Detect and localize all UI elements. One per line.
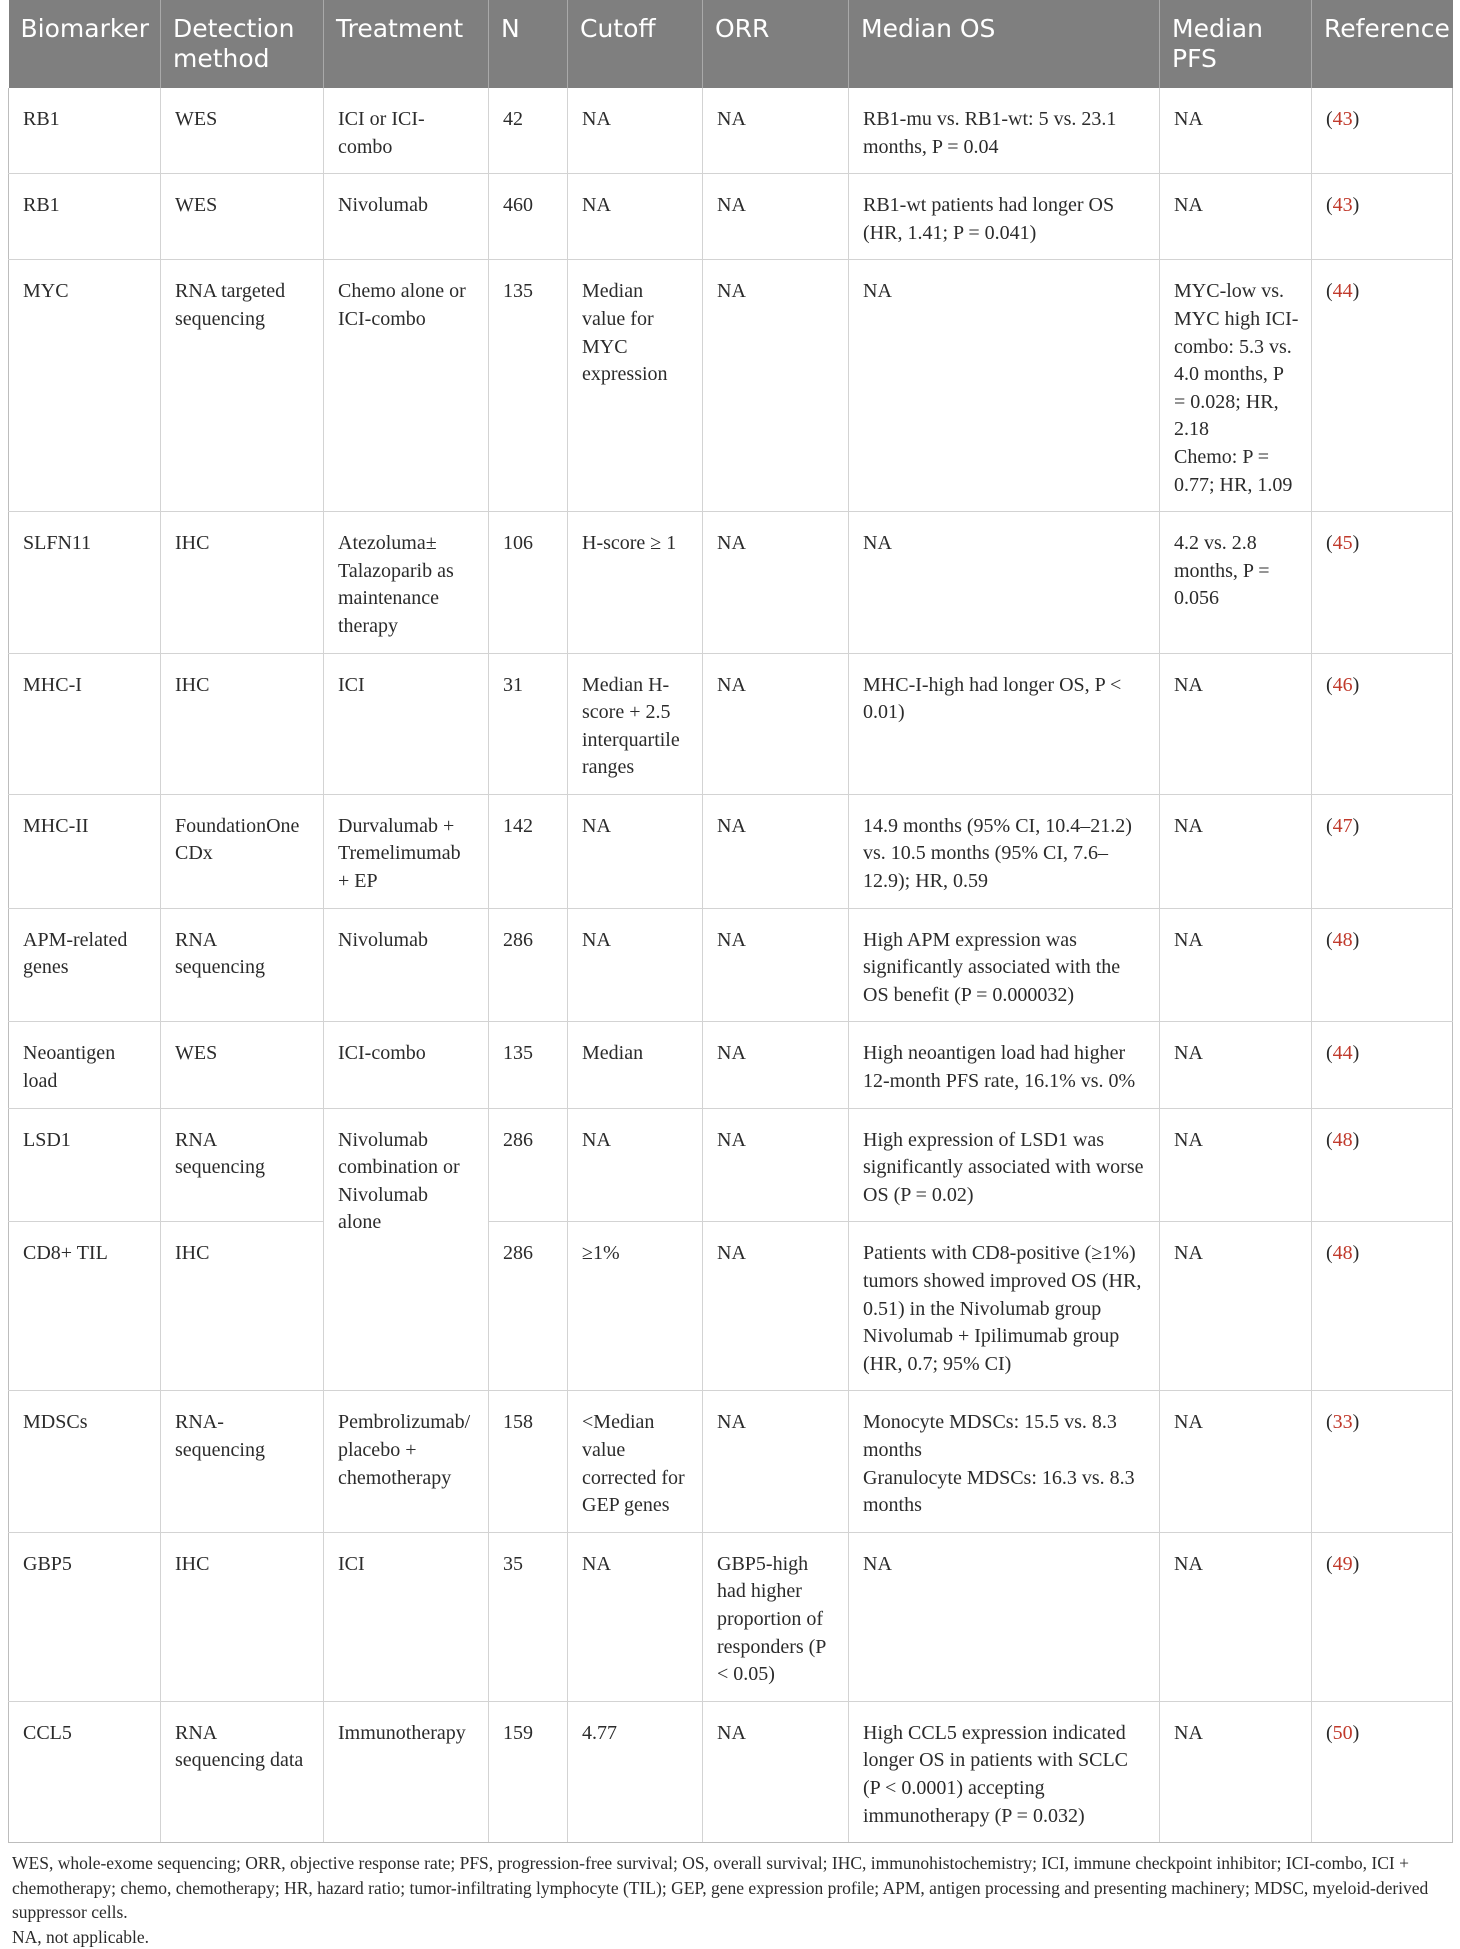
median-pfs-cell-line: NA [1174, 1128, 1203, 1151]
reference-open-paren: ( [1326, 1042, 1333, 1065]
reference-open-paren: ( [1326, 1552, 1333, 1575]
reference-open-paren: ( [1326, 673, 1333, 696]
reference-close-paren: ) [1352, 1721, 1360, 1744]
treatment-cell: Nivolumab [324, 174, 489, 260]
detection-method-cell: IHC [161, 653, 324, 794]
median-os-cell-line: High CCL5 expression indicated longer OS in patients with SCLC (P < 0.0001) accepting immunotherapy (P = 0.032) [863, 1721, 1128, 1827]
header-cutoff: Cutoff [568, 0, 703, 88]
header-orr: ORR [703, 0, 849, 88]
biomarker-cell: SLFN11 [9, 512, 161, 653]
median-os-cell-line: Monocyte MDSCs: 15.5 vs. 8.3 months [863, 1411, 1117, 1461]
median-pfs-cell [1160, 174, 1312, 260]
detection-method-cell: RNA sequencing [161, 908, 324, 1022]
median-os-cell [849, 1108, 1160, 1222]
biomarker-table [8, 0, 1453, 1843]
cutoff-cell: Median [568, 1022, 703, 1108]
cutoff-cell: NA [568, 908, 703, 1022]
median-os-cell [849, 653, 1160, 794]
table-row [9, 88, 1453, 174]
reference-cell [1312, 1701, 1453, 1842]
median-pfs-cell-line: NA [1174, 673, 1203, 696]
median-pfs-cell-line: NA [1174, 1721, 1203, 1744]
treatment-cell: Chemo alone or ICI-combo [324, 260, 489, 512]
orr-cell: NA [703, 908, 849, 1022]
median-os-cell [849, 1701, 1160, 1842]
treatment-cell: Immunotherapy [324, 1701, 489, 1842]
biomarker-cell: RB1 [9, 88, 161, 174]
reference-open-paren: ( [1326, 194, 1333, 217]
reference-close-paren: ) [1352, 928, 1360, 951]
biomarker-cell: RB1 [9, 174, 161, 260]
treatment-cell: Atezoluma± Talazoparib as maintenance therapy [324, 512, 489, 653]
reference-close-paren: ) [1352, 280, 1360, 303]
reference-cell [1312, 794, 1453, 908]
median-pfs-cell-line: 4.2 vs. 2.8 months, P = 0.056 [1174, 532, 1270, 610]
n-cell: 35 [489, 1532, 568, 1701]
median-pfs-cell [1160, 1532, 1312, 1701]
median-pfs-cell-line: NA [1174, 928, 1203, 951]
median-os-cell-line: NA [863, 532, 892, 555]
detection-method-cell: IHC [161, 512, 324, 653]
detection-method-cell: IHC [161, 1222, 324, 1391]
table-row [9, 1701, 1453, 1842]
orr-cell: GBP5-high had higher proportion of responders (P < 0.05) [703, 1532, 849, 1701]
median-pfs-cell [1160, 908, 1312, 1022]
orr-cell: NA [703, 653, 849, 794]
treatment-cell: ICI [324, 653, 489, 794]
biomarker-cell: MYC [9, 260, 161, 512]
median-os-cell [849, 88, 1160, 174]
table-row [9, 1108, 1453, 1222]
reference-link[interactable]: 47 [1332, 814, 1353, 837]
detection-method-cell: WES [161, 88, 324, 174]
table-row [9, 1391, 1453, 1532]
table-row [9, 794, 1453, 908]
reference-link[interactable]: 46 [1332, 673, 1353, 696]
cutoff-cell: NA [568, 88, 703, 174]
reference-close-paren: ) [1352, 673, 1360, 696]
n-cell: 286 [489, 1222, 568, 1391]
median-pfs-cell [1160, 88, 1312, 174]
n-cell: 31 [489, 653, 568, 794]
n-cell: 286 [489, 908, 568, 1022]
biomarker-cell: APM-related genes [9, 908, 161, 1022]
reference-link[interactable]: 43 [1332, 108, 1353, 130]
median-os-cell [849, 512, 1160, 653]
reference-close-paren: ) [1352, 814, 1360, 837]
median-os-cell [849, 1532, 1160, 1701]
biomarker-cell: CCL5 [9, 1701, 161, 1842]
treatment-cell: ICI [324, 1532, 489, 1701]
orr-cell: NA [703, 1701, 849, 1842]
biomarker-cell: LSD1 [9, 1108, 161, 1222]
reference-cell [1312, 1222, 1453, 1391]
median-pfs-cell-line: NA [1174, 194, 1203, 217]
orr-cell: NA [703, 1108, 849, 1222]
reference-cell [1312, 88, 1453, 174]
orr-cell: NA [703, 174, 849, 260]
biomarker-cell: MHC-II [9, 794, 161, 908]
reference-link[interactable]: 44 [1332, 280, 1353, 303]
median-os-cell [849, 1222, 1160, 1391]
reference-cell [1312, 512, 1453, 653]
reference-open-paren: ( [1326, 814, 1333, 837]
cutoff-cell: NA [568, 794, 703, 908]
cutoff-cell: Median value for MYC expression [568, 260, 703, 512]
table-row [9, 1532, 1453, 1701]
reference-close-paren: ) [1352, 108, 1360, 130]
treatment-cell: Pembrolizumab/ placebo + chemotherapy [324, 1391, 489, 1532]
cutoff-cell: 4.77 [568, 1701, 703, 1842]
median-pfs-cell-line: NA [1174, 108, 1203, 130]
median-os-cell [849, 1391, 1160, 1532]
detection-method-cell: WES [161, 174, 324, 260]
reference-open-paren: ( [1326, 280, 1333, 303]
median-pfs-cell [1160, 1222, 1312, 1391]
median-pfs-cell-line: NA [1174, 1242, 1203, 1265]
detection-method-cell: FoundationOne CDx [161, 794, 324, 908]
reference-link[interactable]: 48 [1332, 928, 1353, 951]
n-cell: 42 [489, 88, 568, 174]
detection-method-cell: WES [161, 1022, 324, 1108]
reference-close-paren: ) [1352, 1242, 1360, 1265]
header-row [9, 0, 1453, 88]
detection-method-cell: RNA sequencing [161, 1108, 324, 1222]
biomarker-cell: MHC-I [9, 653, 161, 794]
reference-link[interactable]: 50 [1332, 1721, 1353, 1744]
detection-method-cell: RNA sequencing data [161, 1701, 324, 1842]
reference-close-paren: ) [1352, 1411, 1360, 1434]
cutoff-cell: NA [568, 174, 703, 260]
cutoff-cell: NA [568, 1532, 703, 1701]
table-footnote [8, 1843, 1452, 1949]
reference-link[interactable]: 49 [1332, 1552, 1353, 1575]
median-pfs-cell [1160, 1108, 1312, 1222]
header-median-os: Median OS [849, 0, 1160, 88]
biomarker-cell: GBP5 [9, 1532, 161, 1701]
median-os-cell-line: Patients with CD8-positive (≥1%) tumors showed improved OS (HR, 0.51) in the Nivolumab group [863, 1242, 1142, 1320]
median-pfs-cell-line: MYC-low vs. MYC high ICI-combo: 5.3 vs. 4.0 months, P = 0.028; HR, 2.18 [1174, 280, 1299, 441]
reference-open-paren: ( [1326, 928, 1333, 951]
median-pfs-cell [1160, 1391, 1312, 1532]
median-pfs-cell-line: NA [1174, 1552, 1203, 1575]
table-row [9, 174, 1453, 260]
reference-close-paren: ) [1352, 1042, 1360, 1065]
treatment-cell: Nivolumab combination or Nivolumab alone [324, 1108, 489, 1391]
median-os-cell [849, 794, 1160, 908]
median-os-cell-line: Granulocyte MDSCs: 16.3 vs. 8.3 months [863, 1466, 1135, 1517]
median-pfs-cell-line: NA [1174, 1411, 1203, 1434]
reference-cell [1312, 1532, 1453, 1701]
reference-cell [1312, 174, 1453, 260]
biomarker-cell: MDSCs [9, 1391, 161, 1532]
reference-cell [1312, 908, 1453, 1022]
median-os-cell [849, 908, 1160, 1022]
reference-link[interactable]: 33 [1332, 1411, 1353, 1434]
median-pfs-cell [1160, 794, 1312, 908]
cutoff-cell: <Median value corrected for GEP genes [568, 1391, 703, 1532]
reference-link[interactable]: 48 [1332, 1242, 1353, 1265]
median-os-cell [849, 260, 1160, 512]
median-os-cell-line: RB1-wt patients had longer OS (HR, 1.41; P = 0.041) [863, 194, 1115, 244]
reference-close-paren: ) [1352, 1128, 1360, 1151]
treatment-cell: ICI or ICI-combo [324, 88, 489, 174]
n-cell: 158 [489, 1391, 568, 1532]
median-pfs-cell-line: Chemo: P = 0.77; HR, 1.09 [1174, 445, 1293, 496]
reference-link[interactable]: 48 [1332, 1128, 1353, 1151]
reference-cell [1312, 260, 1453, 512]
header-detection-method: Detection method [161, 0, 324, 88]
cutoff-cell: H-score ≥ 1 [568, 512, 703, 653]
n-cell: 135 [489, 1022, 568, 1108]
table-row [9, 1022, 1453, 1108]
reference-close-paren: ) [1352, 194, 1360, 217]
reference-link[interactable]: 44 [1332, 1042, 1353, 1065]
footnote-na: NA, not applicable. [12, 1926, 150, 1947]
cutoff-cell: NA [568, 1108, 703, 1222]
reference-cell [1312, 653, 1453, 794]
orr-cell: NA [703, 260, 849, 512]
reference-link[interactable]: 45 [1332, 532, 1353, 555]
n-cell: 142 [489, 794, 568, 908]
n-cell: 135 [489, 260, 568, 512]
biomarker-cell: Neoantigen load [9, 1022, 161, 1108]
header-median-pfs: Median PFS [1160, 0, 1312, 88]
header-reference: Reference [1312, 0, 1453, 88]
orr-cell: NA [703, 1022, 849, 1108]
median-pfs-cell-line: NA [1174, 1042, 1203, 1065]
n-cell: 460 [489, 174, 568, 260]
n-cell: 106 [489, 512, 568, 653]
reference-cell [1312, 1022, 1453, 1108]
header-n: N [489, 0, 568, 88]
table-container [8, 0, 1452, 1949]
reference-open-paren: ( [1326, 1128, 1333, 1151]
median-os-cell-line: High neoantigen load had higher 12-month PFS rate, 16.1% vs. 0% [863, 1042, 1136, 1093]
median-pfs-cell [1160, 1701, 1312, 1842]
treatment-cell: Durvalumab + Tremelimumab + EP [324, 794, 489, 908]
reference-close-paren: ) [1352, 1552, 1360, 1575]
reference-open-paren: ( [1326, 108, 1333, 130]
treatment-cell: ICI-combo [324, 1022, 489, 1108]
n-cell: 286 [489, 1108, 568, 1222]
median-pfs-cell-line: NA [1174, 814, 1203, 837]
n-cell: 159 [489, 1701, 568, 1842]
reference-cell [1312, 1391, 1453, 1532]
orr-cell: NA [703, 1391, 849, 1532]
orr-cell: NA [703, 512, 849, 653]
median-os-cell-line: 14.9 months (95% CI, 10.4–21.2) vs. 10.5 months (95% CI, 7.6–12.9); HR, 0.59 [863, 814, 1132, 893]
reference-open-paren: ( [1326, 1721, 1333, 1744]
table-row [9, 908, 1453, 1022]
reference-open-paren: ( [1326, 532, 1333, 555]
table-row [9, 512, 1453, 653]
orr-cell: NA [703, 794, 849, 908]
cutoff-cell: Median H-score + 2.5 interquartile ranges [568, 653, 703, 794]
reference-link[interactable]: 43 [1332, 194, 1353, 217]
median-os-cell-line: High APM expression was significantly associated with the OS benefit (P = 0.000032) [863, 928, 1121, 1006]
median-os-cell-line: NA [863, 280, 892, 303]
median-os-cell [849, 174, 1160, 260]
median-pfs-cell [1160, 512, 1312, 653]
table-row [9, 653, 1453, 794]
reference-cell [1312, 1108, 1453, 1222]
median-os-cell-line: High expression of LSD1 was significantly associated with worse OS (P = 0.02) [863, 1128, 1144, 1206]
orr-cell: NA [703, 1222, 849, 1391]
footnote-abbreviations: WES, whole-exome sequencing; ORR, objective response rate; PFS, progression-free survival; OS, overall survival; IHC, immunohistochemistry; ICI, immune checkpoint inhibitor; ICI-combo, ICI + chemotherapy; chemo, chemotherapy; HR, hazard ratio; tumor-infiltrating lymphocyte (TIL); GEP, gene expression profile; APM, antigen processing and presenting machinery; MDSC, myeloid-derived suppressor cells. [12, 1853, 1429, 1923]
header-treatment: Treatment [324, 0, 489, 88]
median-pfs-cell [1160, 260, 1312, 512]
table-row [9, 260, 1453, 512]
median-pfs-cell [1160, 1022, 1312, 1108]
detection-method-cell: RNA targeted sequencing [161, 260, 324, 512]
header-biomarker: Biomarker [9, 0, 161, 88]
median-os-cell-line: NA [863, 1552, 892, 1575]
orr-cell: NA [703, 88, 849, 174]
detection-method-cell: IHC [161, 1532, 324, 1701]
reference-open-paren: ( [1326, 1242, 1333, 1265]
median-os-cell-line: Nivolumab + Ipilimumab group (HR, 0.7; 95% CI) [863, 1325, 1120, 1375]
detection-method-cell: RNA-sequencing [161, 1391, 324, 1532]
median-pfs-cell [1160, 653, 1312, 794]
biomarker-cell: CD8+ TIL [9, 1222, 161, 1391]
reference-open-paren: ( [1326, 1411, 1333, 1434]
table-row [9, 1222, 1453, 1391]
cutoff-cell: ≥1% [568, 1222, 703, 1391]
median-os-cell-line: MHC-I-high had longer OS, P < 0.01) [863, 673, 1122, 724]
table-body [9, 88, 1453, 1843]
median-os-cell-line: RB1-mu vs. RB1-wt: 5 vs. 23.1 months, P = 0.04 [863, 108, 1117, 158]
treatment-cell: Nivolumab [324, 908, 489, 1022]
median-os-cell [849, 1022, 1160, 1108]
reference-close-paren: ) [1352, 532, 1360, 555]
